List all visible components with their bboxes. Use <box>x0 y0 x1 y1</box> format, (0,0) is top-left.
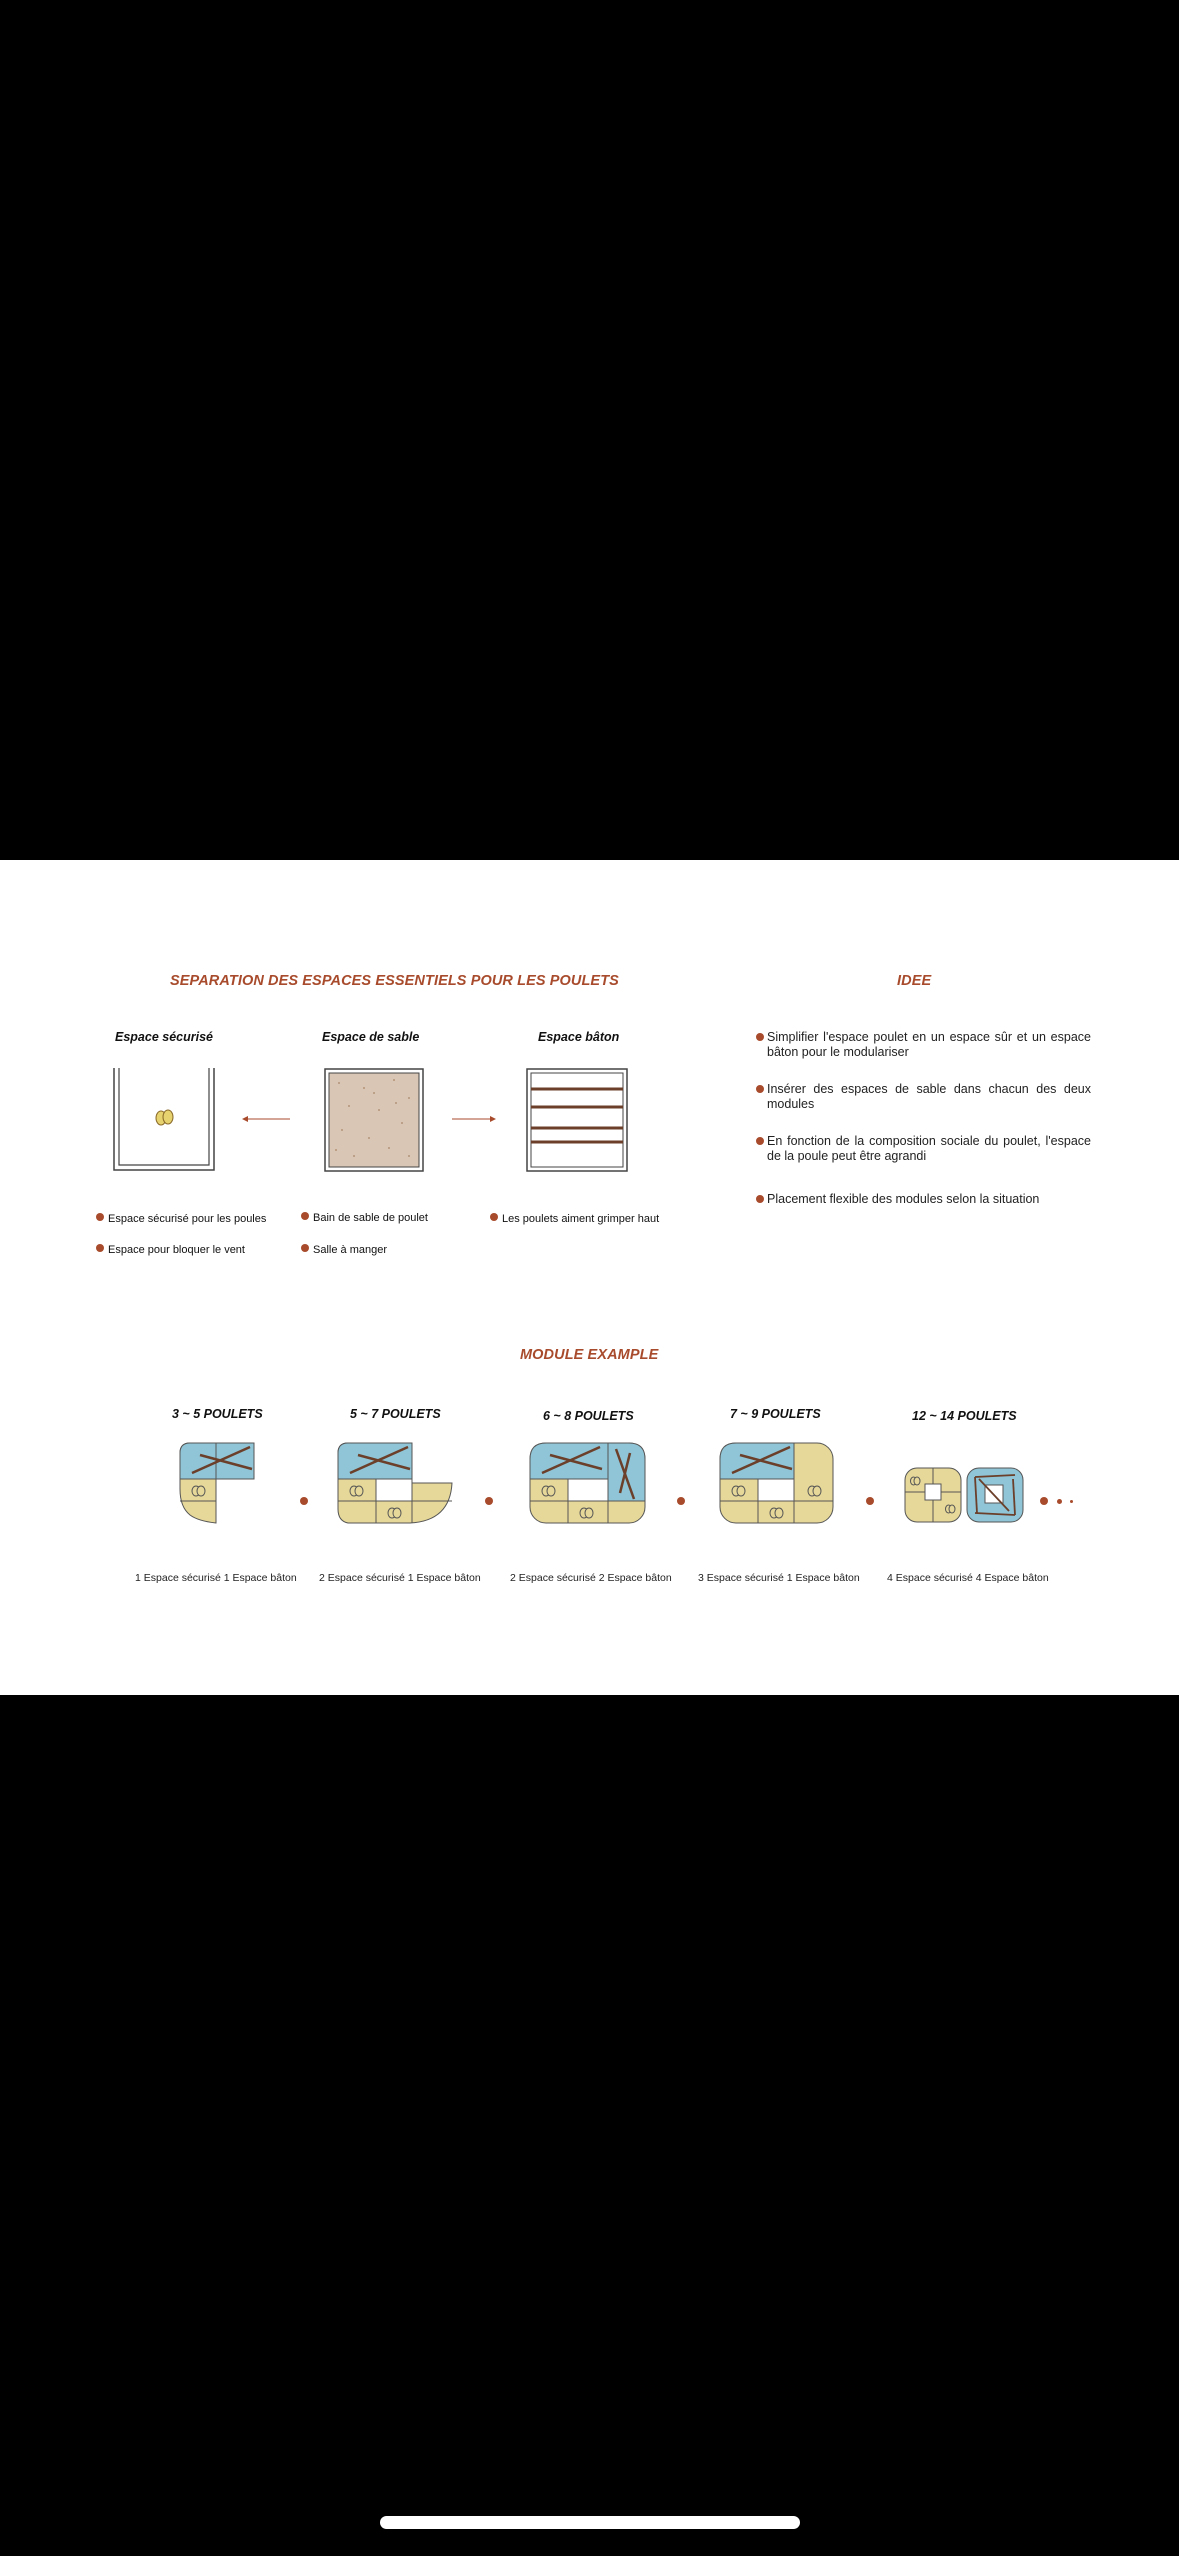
module-example-title: 6 ~ 8 POULETS <box>543 1409 634 1423</box>
module-example-title: 7 ~ 9 POULETS <box>730 1407 821 1421</box>
separator-dot <box>300 1497 308 1505</box>
separator-dot <box>1040 1497 1048 1505</box>
module-caption: 2 Espace sécurisé 1 Espace bâton <box>319 1572 481 1584</box>
chicken-icon <box>350 1486 363 1496</box>
space-label-sand: Espace de sable <box>322 1030 420 1044</box>
module-example-title: 12 ~ 14 POULETS <box>912 1409 1017 1423</box>
stick-bullet-1: Les poulets aiment grimper haut <box>490 1213 659 1225</box>
chicken-icon <box>580 1508 593 1518</box>
idea-title: IDEE <box>897 973 932 989</box>
bullet-dot-icon <box>96 1244 104 1252</box>
chicken-icon <box>542 1486 555 1496</box>
idea-item: Simplifier l'espace poulet en un espace sûr et un espace bâton pour le modulariser <box>756 1030 1091 1060</box>
separator-dot <box>677 1497 685 1505</box>
chicken-icon <box>808 1486 821 1496</box>
safe-bullet-2: Espace pour bloquer le vent <box>96 1244 245 1256</box>
idea-item: Placement flexible des modules selon la situation <box>756 1192 1091 1207</box>
chicken-icon <box>156 1110 173 1125</box>
module-example-title: 5 ~ 7 POULETS <box>350 1407 441 1421</box>
sand-space-diagram <box>324 1068 424 1172</box>
bullet-dot-icon <box>490 1213 498 1221</box>
chicken-icon <box>732 1486 745 1496</box>
bullet-dot-icon <box>96 1213 104 1221</box>
bullet-dot-icon <box>301 1244 309 1252</box>
chicken-icon <box>946 1505 956 1513</box>
module-caption: 2 Espace sécurisé 2 Espace bâton <box>510 1572 672 1584</box>
bullet-dot-icon <box>756 1195 764 1203</box>
module-caption: 3 Espace sécurisé 1 Espace bâton <box>698 1572 860 1584</box>
arrow-right-icon <box>452 1114 496 1124</box>
sand-bullet-2: Salle à manger <box>301 1244 387 1256</box>
module-example-title: 3 ~ 5 POULETS <box>172 1407 263 1421</box>
module-diagram-6-8 <box>530 1443 646 1525</box>
separator-dot <box>485 1497 493 1505</box>
module-diagram-12-14 <box>905 1467 1025 1523</box>
poster-sheet <box>0 860 1179 1695</box>
separator-dot <box>1070 1500 1073 1503</box>
idea-item: En fonction de la composition sociale du poulet, l'espace de la poule peut être agrandi <box>756 1134 1091 1164</box>
bullet-dot-icon <box>756 1137 764 1145</box>
bullet-dot-icon <box>756 1085 764 1093</box>
module-diagram-7-9 <box>720 1443 834 1525</box>
module-diagram-5-7 <box>338 1443 453 1525</box>
home-indicator[interactable] <box>380 2516 800 2529</box>
sand-bullet-1: Bain de sable de poulet <box>301 1212 428 1224</box>
separator-dot <box>866 1497 874 1505</box>
module-caption: 4 Espace sécurisé 4 Espace bâton <box>887 1572 1049 1584</box>
separation-title: SEPARATION DES ESPACES ESSENTIELS POUR LES POULETS <box>170 973 619 989</box>
stick-space-diagram <box>526 1068 628 1172</box>
chicken-icon <box>192 1486 205 1496</box>
chicken-icon <box>911 1477 921 1485</box>
module-title: MODULE EXAMPLE <box>520 1347 659 1363</box>
chicken-icon <box>770 1508 783 1518</box>
safe-bullet-1: Espace sécurisé pour les poules <box>96 1213 266 1225</box>
module-caption: 1 Espace sécurisé 1 Espace bâton <box>135 1572 297 1584</box>
module-diagram-3-5 <box>180 1443 258 1525</box>
space-label-safe: Espace sécurisé <box>115 1030 213 1044</box>
idea-item: Insérer des espaces de sable dans chacun des deux modules <box>756 1082 1091 1112</box>
safe-space-diagram <box>112 1068 216 1172</box>
arrow-left-icon <box>242 1114 292 1124</box>
chicken-icon <box>388 1508 401 1518</box>
separator-dot <box>1057 1499 1062 1504</box>
bullet-dot-icon <box>756 1033 764 1041</box>
space-label-stick: Espace bâton <box>538 1030 620 1044</box>
bullet-dot-icon <box>301 1212 309 1220</box>
